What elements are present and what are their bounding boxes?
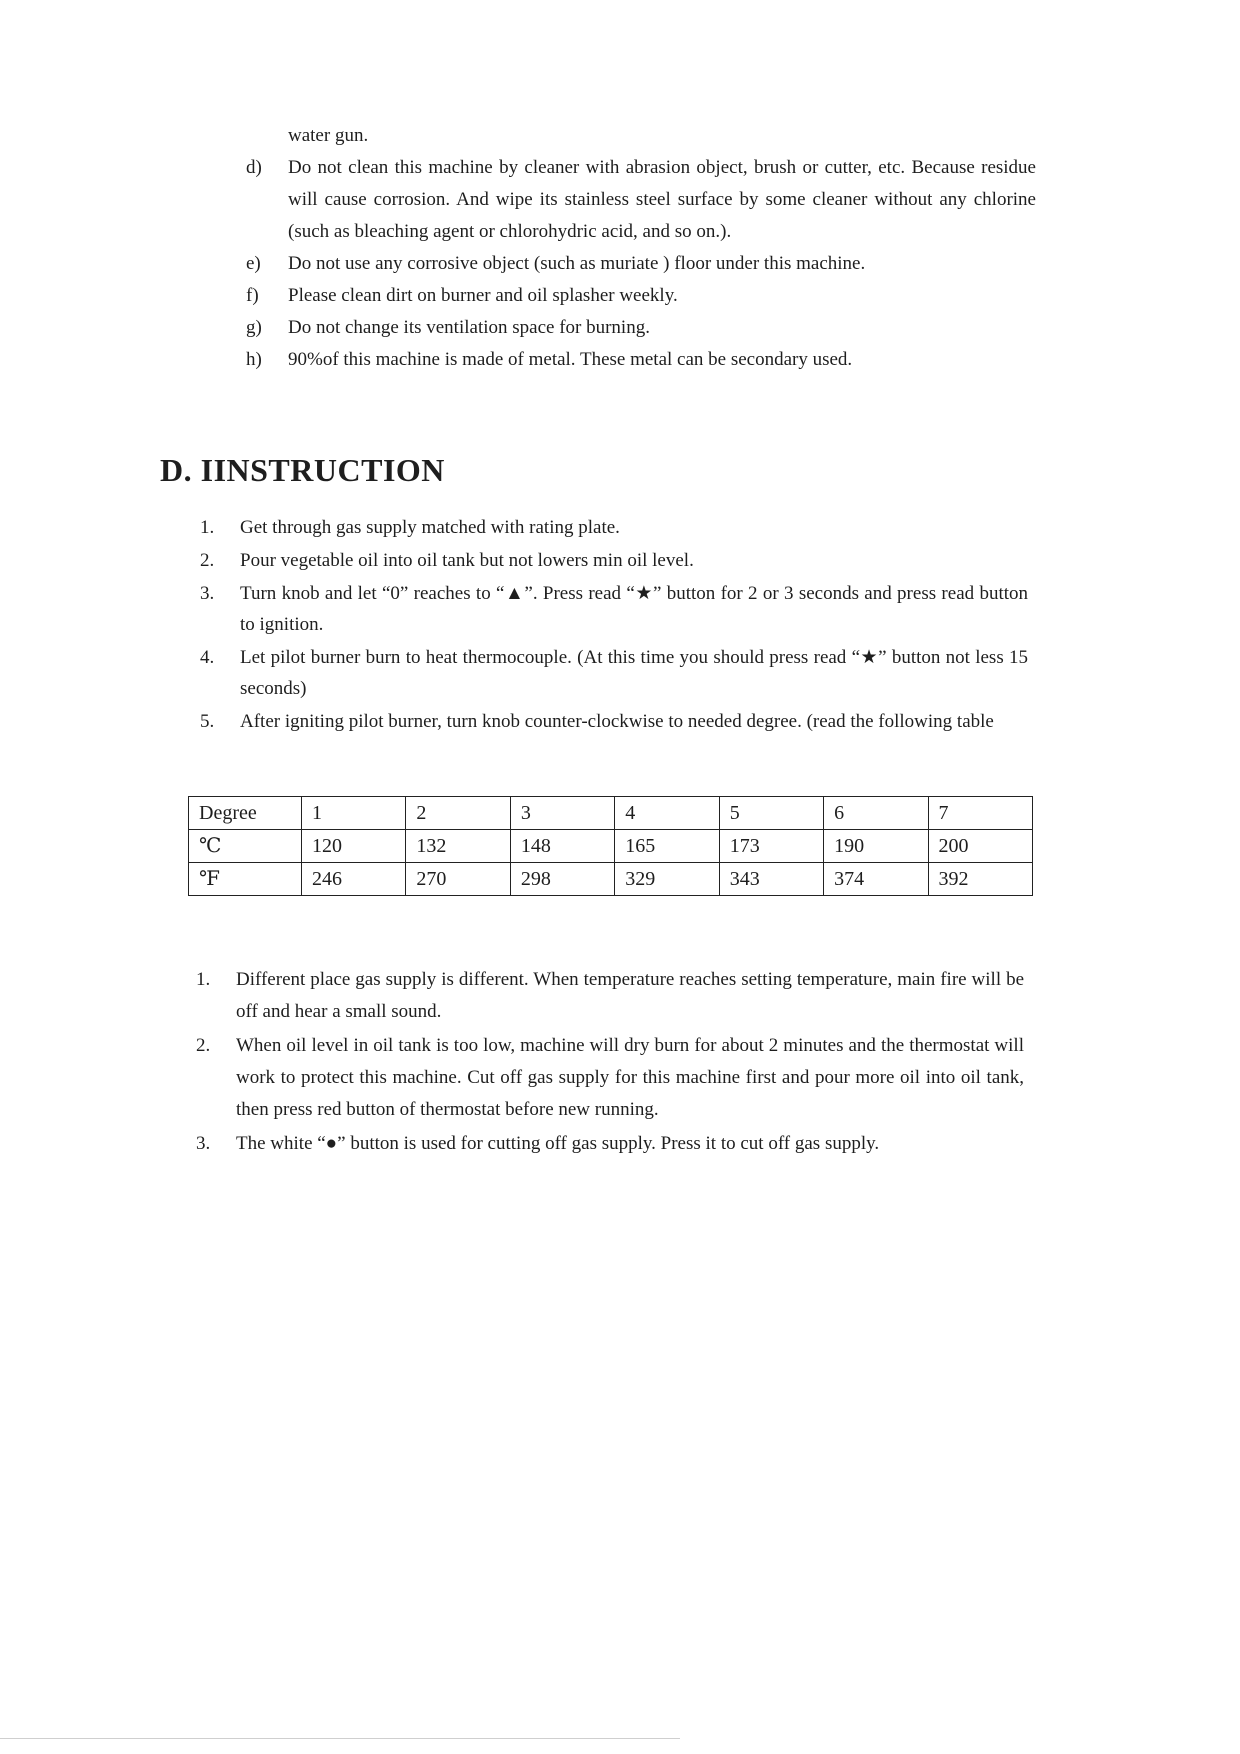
- step-text: After igniting pilot burner, turn knob counter-clockwise to needed degree. (read the following table: [240, 711, 994, 732]
- list-marker: e): [246, 253, 261, 274]
- list-item: [196, 1030, 1024, 1126]
- note-number: 3.: [196, 1133, 211, 1154]
- list-item: [200, 642, 1028, 704]
- step-text: Turn knob and let “0” reaches to “▲”. Press read “★” button for 2 or 3 seconds and press read button to ignition.: [240, 583, 1028, 635]
- list-item: [246, 344, 1036, 376]
- table-cell: 3: [510, 797, 614, 830]
- table-cell: 165: [615, 830, 719, 863]
- table-cell: 374: [824, 863, 928, 896]
- step-number: 3.: [200, 583, 215, 604]
- table-cell: 6: [824, 797, 928, 830]
- table-cell: 329: [615, 863, 719, 896]
- table-row: [189, 863, 1033, 896]
- table-cell: 7: [928, 797, 1032, 830]
- list-item: [246, 280, 1036, 312]
- table-row: [189, 797, 1033, 830]
- list-item: [200, 706, 1028, 737]
- step-text: Let pilot burner burn to heat thermocouple. (At this time you should press read “★” button not less 15 seconds): [240, 647, 1028, 699]
- table-cell: 4: [615, 797, 719, 830]
- list-item: [246, 312, 1036, 344]
- continuation-text: water gun.: [288, 125, 369, 146]
- maintenance-list: [246, 152, 1036, 376]
- table-cell: 343: [719, 863, 823, 896]
- step-number: 4.: [200, 647, 215, 668]
- table-cell: 1: [302, 797, 406, 830]
- table-cell: 298: [510, 863, 614, 896]
- list-item: [196, 1128, 1024, 1160]
- step-text: Pour vegetable oil into oil tank but not lowers min oil level.: [240, 550, 694, 571]
- step-number: 5.: [200, 711, 215, 732]
- table-cell: 5: [719, 797, 823, 830]
- step-number: 2.: [200, 550, 215, 571]
- step-number: 1.: [200, 517, 215, 538]
- notes-list: [196, 964, 1024, 1162]
- instruction-steps: [200, 512, 1028, 739]
- table-cell: 270: [406, 863, 510, 896]
- table-cell: 392: [928, 863, 1032, 896]
- table-cell: 246: [302, 863, 406, 896]
- list-item-text: 90%of this machine is made of metal. These metal can be secondary used.: [288, 349, 853, 370]
- table-header-cell: ℃: [189, 830, 302, 863]
- scan-edge-divider: [0, 1738, 680, 1739]
- table-header-cell: ℉: [189, 863, 302, 896]
- list-item: [246, 248, 1036, 280]
- note-text: When oil level in oil tank is too low, machine will dry burn for about 2 minutes and the thermostat will work to protect this machine. Cut off gas supply for this machine first and pour more oil into oil tank, then press red button of thermostat before new running.: [236, 1035, 1024, 1120]
- table-cell: 148: [510, 830, 614, 863]
- list-item-text: Please clean dirt on burner and oil splasher weekly.: [288, 285, 678, 306]
- note-number: 1.: [196, 969, 211, 990]
- table-row: [189, 830, 1033, 863]
- table-cell: 190: [824, 830, 928, 863]
- list-marker: h): [246, 349, 262, 370]
- note-text: Different place gas supply is different. When temperature reaches setting temperature, main fire will be off and hear a small sound.: [236, 969, 1024, 1022]
- table-cell: 2: [406, 797, 510, 830]
- list-marker: g): [246, 317, 262, 338]
- note-number: 2.: [196, 1035, 211, 1056]
- list-marker: d): [246, 157, 262, 178]
- temperature-table: [188, 796, 1033, 896]
- list-marker: f): [246, 285, 259, 306]
- list-item: [200, 545, 1028, 576]
- list-item: [200, 512, 1028, 543]
- section-heading: D. IINSTRUCTION: [160, 452, 445, 488]
- table-cell: 173: [719, 830, 823, 863]
- table-cell: 120: [302, 830, 406, 863]
- list-item: [200, 578, 1028, 640]
- list-item-text: Do not use any corrosive object (such as muriate ) floor under this machine.: [288, 253, 866, 274]
- list-item-text: Do not change its ventilation space for burning.: [288, 317, 650, 338]
- table-cell: 200: [928, 830, 1032, 863]
- table-cell: 132: [406, 830, 510, 863]
- list-item-text: Do not clean this machine by cleaner with abrasion object, brush or cutter, etc. Because residue will cause corrosion. And wipe its stainless steel surface by some cleaner without any chlorine (such as bleaching agent or chlorohydric acid, and so on.).: [288, 157, 1036, 242]
- step-text: Get through gas supply matched with rating plate.: [240, 517, 620, 538]
- note-text: The white “●” button is used for cutting off gas supply. Press it to cut off gas supply.: [236, 1133, 880, 1154]
- list-item: [246, 152, 1036, 248]
- list-item: [196, 964, 1024, 1028]
- table-header-cell: Degree: [189, 797, 302, 830]
